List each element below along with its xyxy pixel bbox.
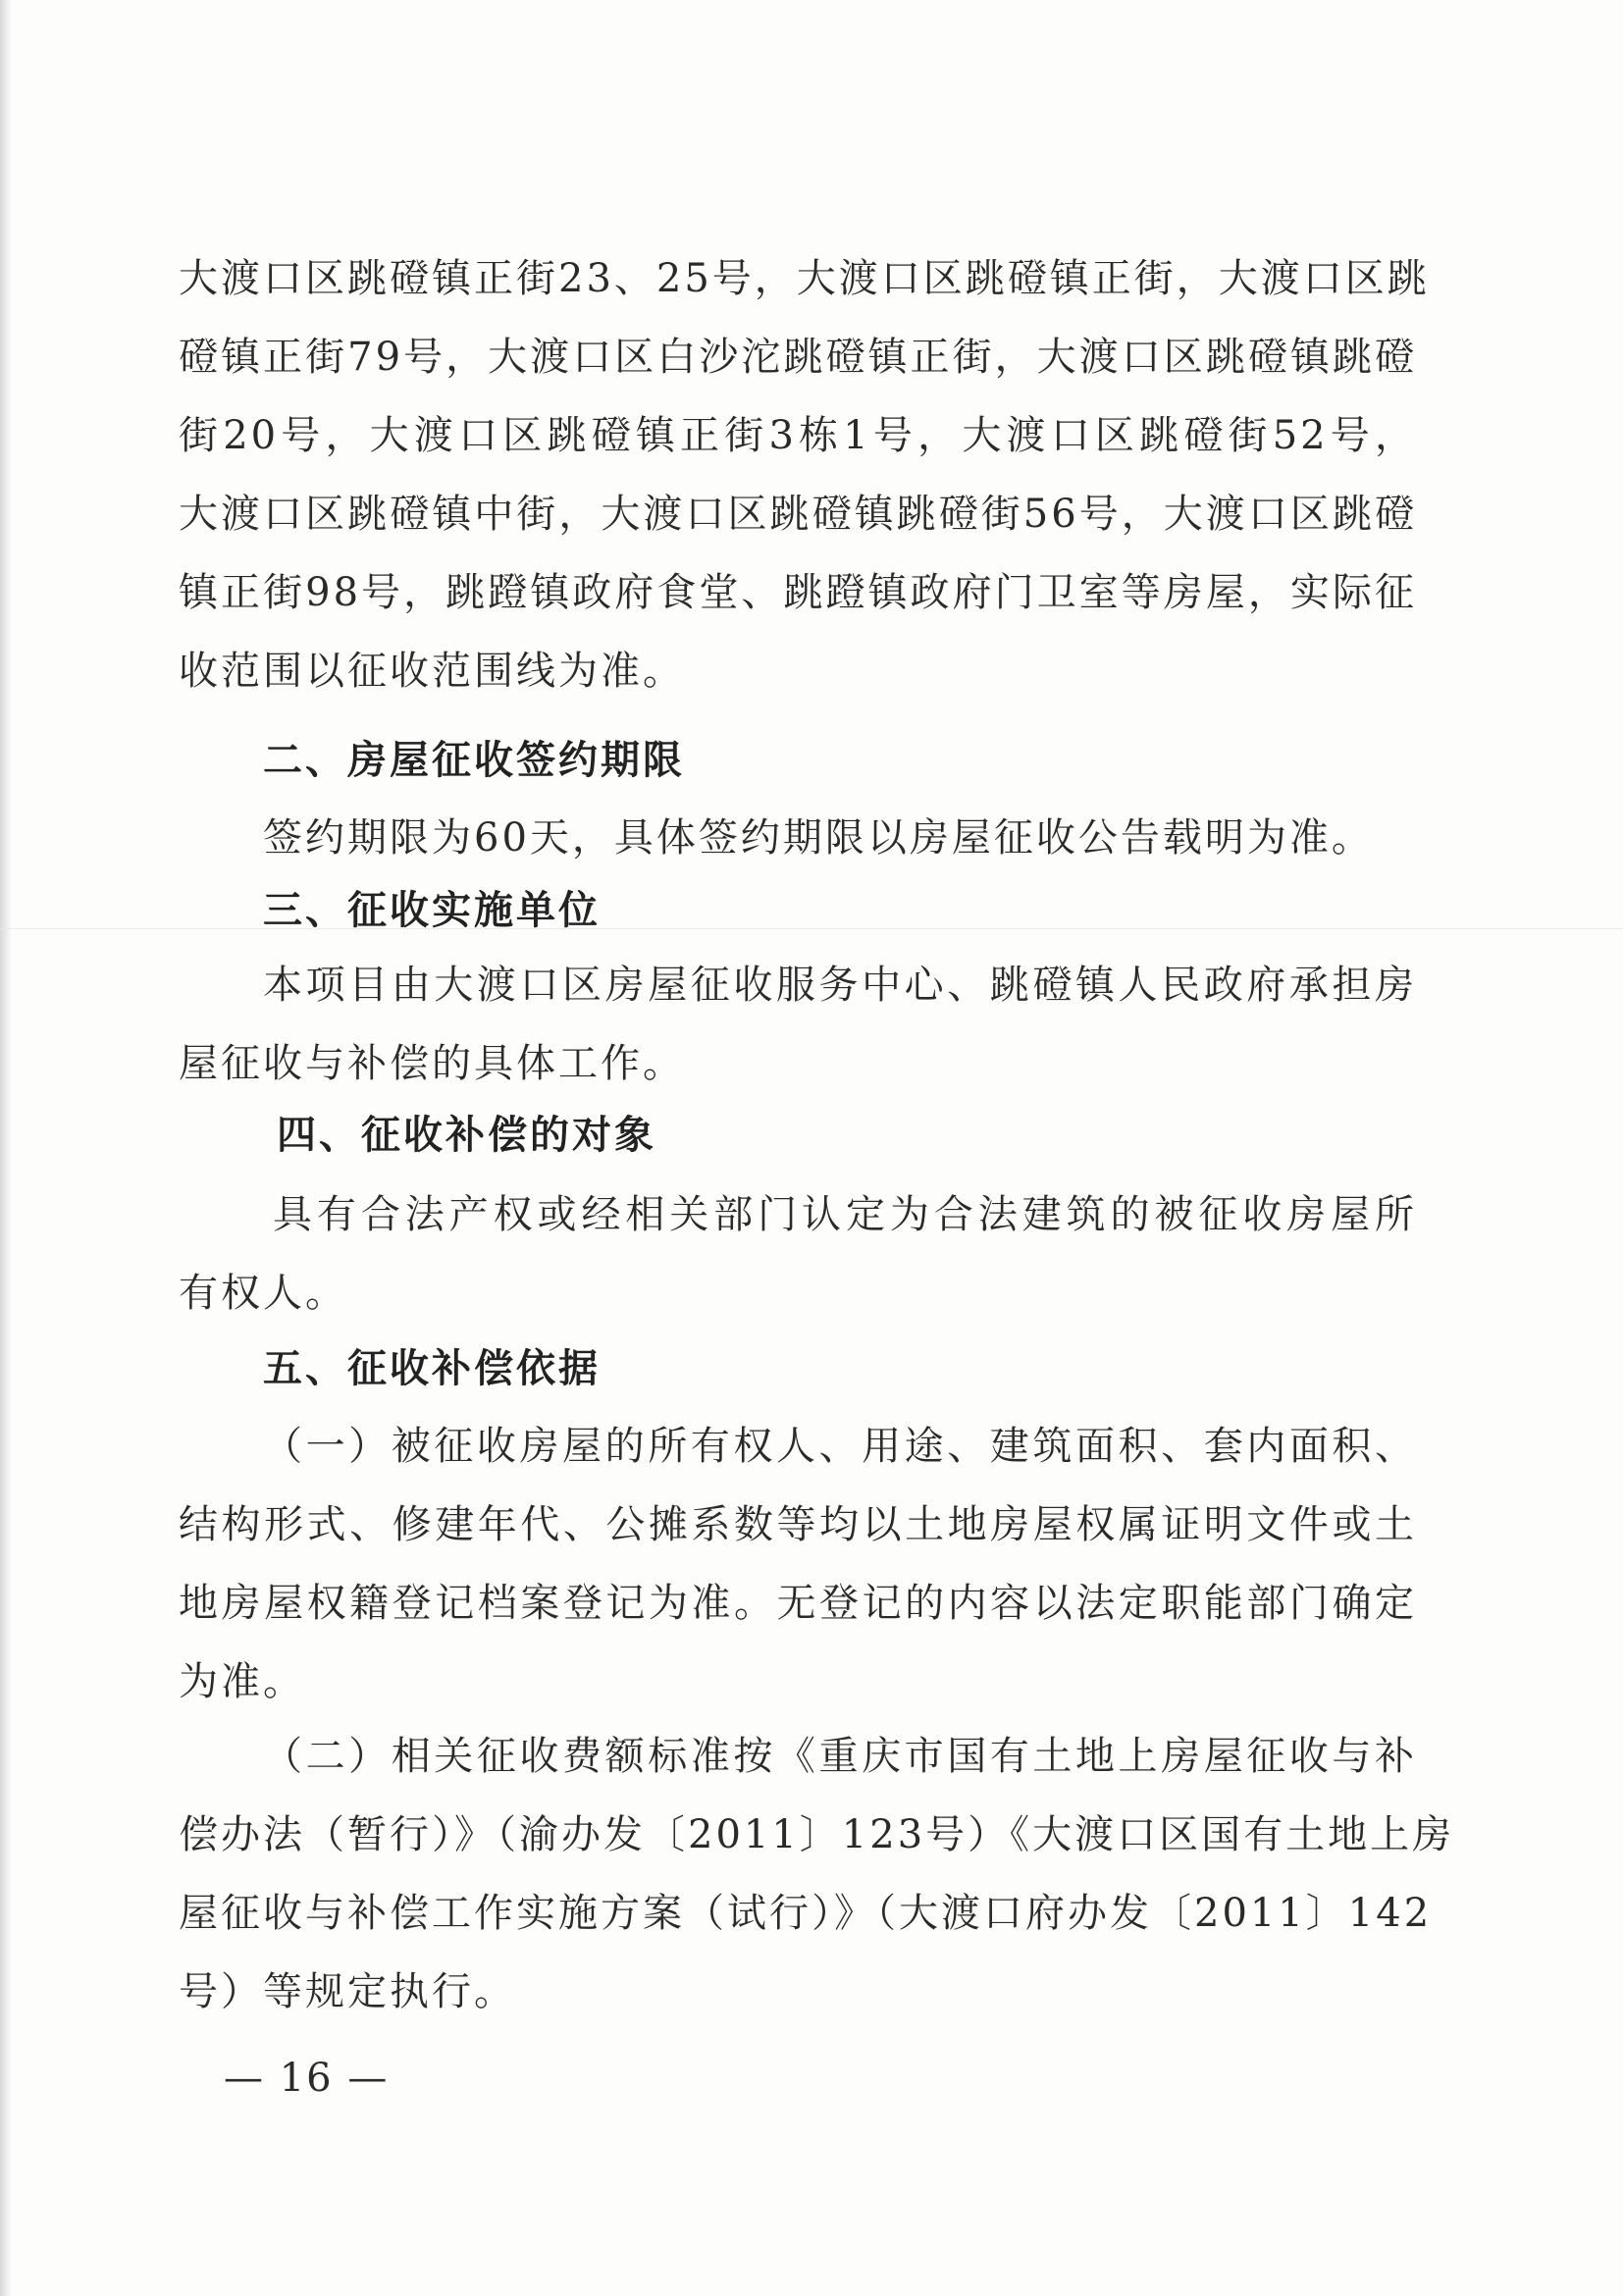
text-line: 屋征收与补偿的具体工作。 bbox=[179, 1041, 685, 1086]
scan-shadow bbox=[0, 0, 12, 2296]
text-line: 为准。 bbox=[179, 1659, 305, 1704]
heading-signing-period: 二、房屋征收签约期限 bbox=[263, 738, 685, 783]
paragraph-signing-period: 签约期限为60天，具体签约期限以房屋征收公告载明为准。 bbox=[263, 815, 1374, 861]
text-line: 大渡口区跳磴镇正街23、25号，大渡口区跳磴镇正街，大渡口区跳 bbox=[179, 256, 1430, 301]
fold-line bbox=[0, 928, 1623, 929]
text-line: （二）相关征收费额标准按《重庆市国有土地上房屋征收与补 bbox=[263, 1734, 1417, 1779]
paragraph-compensation-object bbox=[179, 1175, 1417, 1332]
text-line: 屋征收与补偿工作实施方案（试行）》（大渡口府办发〔2011〕142 bbox=[179, 1891, 1433, 1936]
text-line: 结构形式、修建年代、公摊系数等均以土地房屋权属证明文件或土 bbox=[179, 1502, 1417, 1547]
text-line: 收范围以征收范围线为准。 bbox=[179, 649, 685, 694]
text-line: 具有合法产权或经相关部门认定为合法建筑的被征收房屋所 bbox=[273, 1192, 1417, 1237]
text-line: 有权人。 bbox=[179, 1271, 347, 1316]
text-line: 磴镇正街79号，大渡口区白沙沱跳磴镇正街，大渡口区跳磴镇跳磴 bbox=[179, 335, 1417, 380]
paragraph-property-list bbox=[179, 239, 1430, 710]
paragraph-basis-1 bbox=[179, 1407, 1417, 1721]
heading-compensation-object: 四、征收补偿的对象 bbox=[277, 1113, 656, 1158]
paragraph-implementing-unit bbox=[179, 946, 1417, 1103]
text-line: 大渡口区跳磴镇中街，大渡口区跳磴镇跳磴街56号，大渡口区跳磴 bbox=[179, 492, 1417, 537]
heading-implementing-unit: 三、征收实施单位 bbox=[263, 888, 601, 933]
text-line: 偿办法（暂行）》（渝办发〔2011〕123号）《大渡口区国有土地上房 bbox=[179, 1812, 1455, 1857]
page-number: — 16 — bbox=[224, 2056, 390, 2101]
text-line: （一）被征收房屋的所有权人、用途、建筑面积、套内面积、 bbox=[263, 1424, 1417, 1469]
text-line: 街20号，大渡口区跳磴镇正街3栋1号，大渡口区跳磴街52号， bbox=[179, 413, 1417, 458]
text-line: 本项目由大渡口区房屋征收服务中心、跳磴镇人民政府承担房 bbox=[263, 963, 1417, 1008]
text-line: 镇正街98号，跳蹬镇政府食堂、跳蹬镇政府门卫室等房屋，实际征 bbox=[179, 570, 1417, 615]
heading-compensation-basis: 五、征收补偿依据 bbox=[263, 1346, 601, 1391]
text-line: 地房屋权籍登记档案登记为准。无登记的内容以法定职能部门确定 bbox=[179, 1581, 1417, 1626]
text-line: 号）等规定执行。 bbox=[179, 1969, 516, 2014]
paragraph-basis-2 bbox=[179, 1717, 1455, 2031]
